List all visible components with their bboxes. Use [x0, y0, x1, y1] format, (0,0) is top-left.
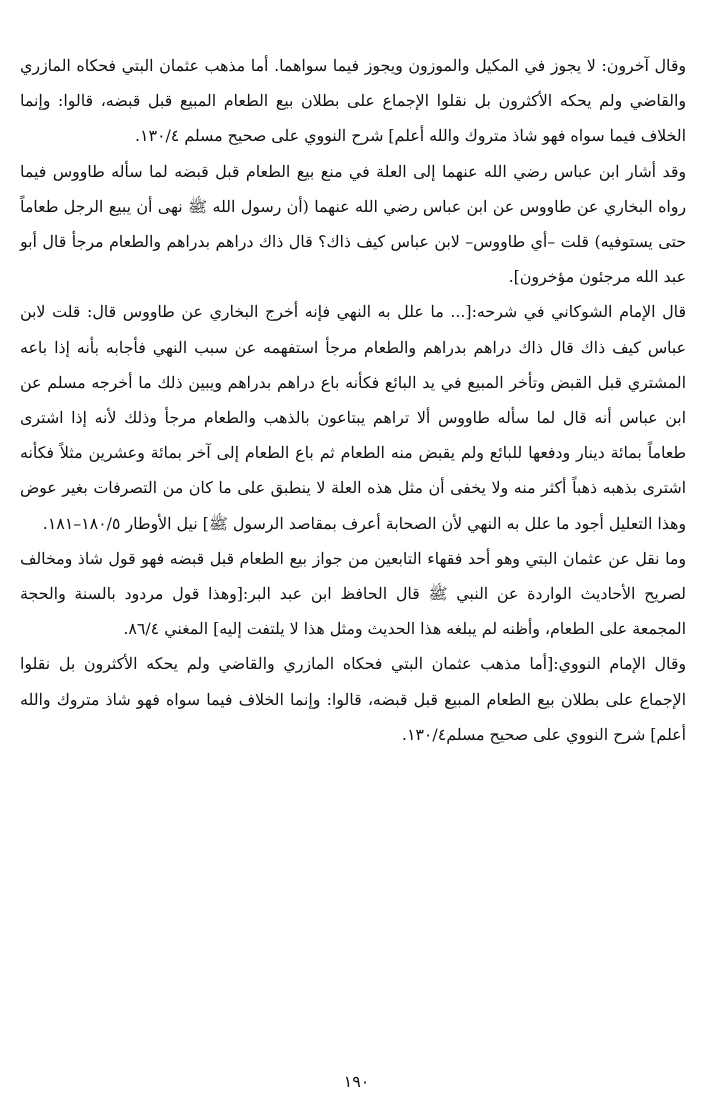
- paragraph-shawkani-quote: قال الإمام الشوكاني في شرحه:[... ما علل به النهي فإنه أخرج البخاري عن طاووس قال: قلت لابن عباس كيف ذاك قال ذاك دراهم بدراهم والطعام مرجأ استفهمه عن سبب النهي فأجابه بأنه إذا باعه المشتري قبل القبض وتأخر المبيع في يد البائع فكأنه باع دراهم بدراهم ويبين ذلك ما أخرجه مسلم عن ابن عباس أنه قال لما سأله طاووس ألا تراهم يبتاعون بالذهب والطعام مرجأ وذلك لأنه إذا اشترى طعاماً بمائة دينار ودفعها للبائع ولم يقبض منه الطعام ثم باع الطعام إلى آخر بمائة وعشرين مثلاً فكأنه اشترى بذهبه ذهباً أكثر منه ولا يخفى أن مثل هذه العلة لا ينطبق على ما كان من التصرفات بغير عوض وهذا التعليل أجود ما علل به النهي لأن الصحابة أعرف بمقاصد الرسول ﷺ] نيل الأوطار ١٨٠/٥–١٨١.: [20, 302, 686, 533]
- paragraph-nawawi-quote: وقال الإمام النووي:[أما مذهب عثمان البتي فحكاه المازري والقاضي ولم يحكه الأكثرون بل نقلوا الإجماع على بطلان بيع الطعام المبيع قبل قبضه، قالوا: وإنما الخلاف فيما سواه فهو شاذ متروك والله أعلم] شرح النووي على صحيح مسلم١٣٠/٤.: [20, 654, 686, 744]
- paragraph-ibn-abbas-reason: وقد أشار ابن عباس رضي الله عنهما إلى العلة في منع بيع الطعام قبل قبضه لما سأله طاووس فيما رواه البخاري عن طاووس عن ابن عباس رضي الله عنهما (أن رسول الله ﷺ نهى أن يبيع الرجل طعاماً حتى يستوفيه) قلت –أي طاووس– لابن عباس كيف ذاك؟ قال ذاك دراهم بدراهم والطعام مرجأ قال أبو عبد الله مرجئون مؤخرون].: [20, 161, 686, 287]
- page-body: [20, 48, 686, 752]
- paragraph-nawawi-quote-cont: وقال آخرون: لا يجوز في المكيل والموزون ويجوز فيما سواهما. أما مذهب عثمان البتي فحكاه المازري والقاضي ولم يحكه الأكثرون بل نقلوا الإجماع على بطلان بيع الطعام المبيع قبل قبضه، قالوا: وإنما الخلاف فيما سواه فهو شاذ متروك والله أعلم] شرح النووي على صحيح مسلم ١٣٠/٤.: [20, 56, 686, 146]
- page-number: ١٩٠: [343, 1072, 370, 1091]
- paragraph-uthman-batti: وما نقل عن عثمان البتي وهو أحد فقهاء التابعين من جواز بيع الطعام قبل قبضه فهو قول شاذ ومخالف لصريح الأحاديث الواردة عن النبي ﷺ قال الحافظ ابن عبد البر:[وهذا قول مردود بالسنة والحجة المجمعة على الطعام، وأظنه لم يبلغه هذا الحديث ومثل هذا لا يلتفت إليه] المغني ٨٦/٤.: [20, 548, 686, 639]
